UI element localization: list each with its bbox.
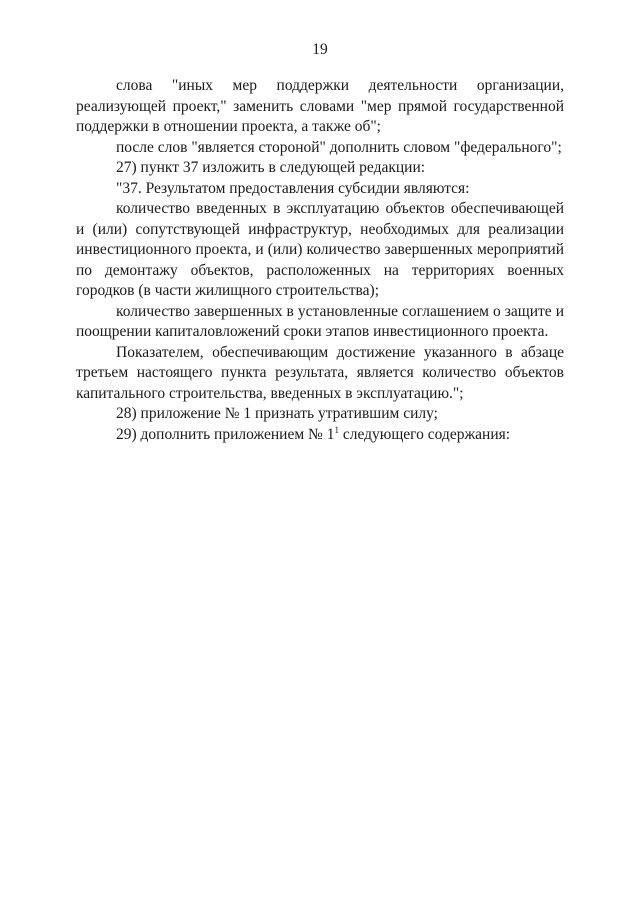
paragraph-replace-words: слова "иных мер поддержки деятельности организации, реализующей проект," заменить словами "мер прямой государственной поддержки в отношении проекта, а также об"; xyxy=(76,77,564,135)
paragraph-infrastructure-count: количество введенных в эксплуатацию объектов обеспечивающей и (или) сопутствующей инфраструктур, необходимых для реализации инвестиционного проекта, и (или) количество завершенных мероприятий по демонтажу объектов, расположенных на территориях военных городков (в части жилищного строительства); xyxy=(76,200,564,299)
item-29-text-end: следующего содержания: xyxy=(338,425,511,443)
appendix-superscript: 1 xyxy=(334,424,339,435)
document-body xyxy=(76,76,564,445)
paragraph-indicator: Показателем, обеспечивающим достижение указанного в абзаце третьем настоящего пункта результата, является количество объектов капитального строительства, введенных в эксплуатацию."; xyxy=(76,343,564,402)
paragraph-add-federal: после слов "является стороной" дополнить словом "федерального"; xyxy=(116,138,562,156)
page-number: 19 xyxy=(312,41,328,58)
paragraph-clause-37: "37. Результатом предоставления субсидии являются: xyxy=(116,179,470,197)
paragraph-item-27: 27) пункт 37 изложить в следующей редакции: xyxy=(116,159,426,176)
paragraph-item-29 xyxy=(76,425,564,446)
paragraph-item-28: 28) приложение № 1 признать утратившим силу; xyxy=(116,405,438,422)
item-29-text: 29) дополнить приложением № 1 xyxy=(116,425,335,443)
paragraph-stages-count: количество завершенных в установленные соглашением о защите и поощрении капиталовложений сроки этапов инвестиционного проекта. xyxy=(76,302,564,340)
